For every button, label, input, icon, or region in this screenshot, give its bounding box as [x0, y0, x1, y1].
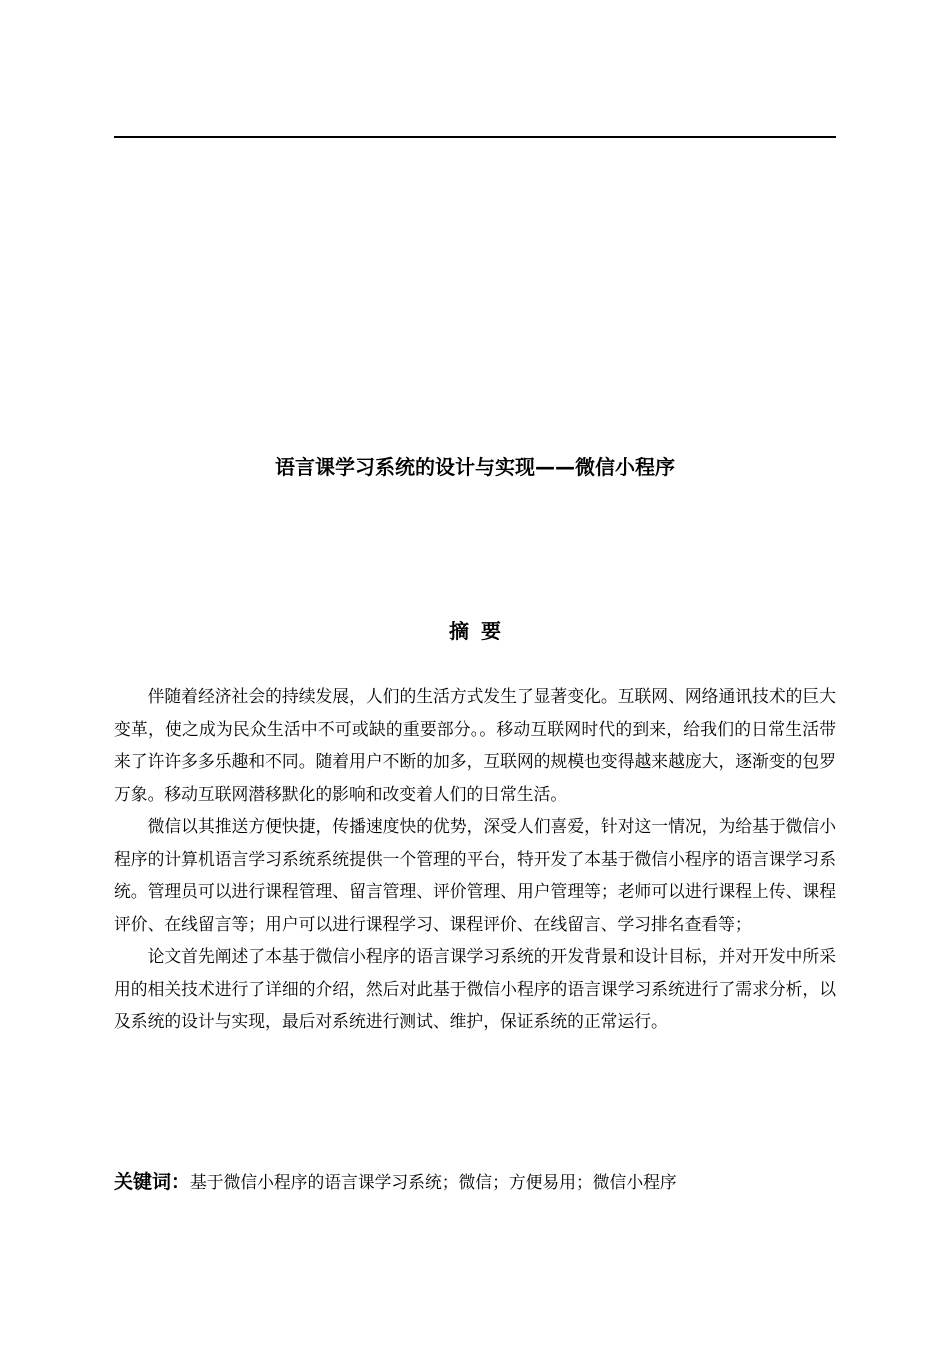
- abstract-heading: 摘要: [449, 619, 513, 643]
- keywords-line: [114, 1166, 836, 1198]
- keywords-label: 关键词：: [114, 1171, 191, 1193]
- keywords-text: 基于微信小程序的语言课学习系统；微信；方便易用；微信小程序: [190, 1172, 677, 1192]
- abstract-paragraph: 微信以其推送方便快捷，传播速度快的优势，深受人们喜爱，针对这一情况，为给基于微信小程序的计算机语言学习系统系统提供一个管理的平台，特开发了本基于微信小程序的语言课学习系统。管理员可以进行课程管理、留言管理、评价管理、用户管理等；老师可以进行课程上传、课程评价、在线留言等；用户可以进行课程学习、课程评价、在线留言、学习排名查看等；: [114, 816, 836, 934]
- header-rule: [114, 136, 836, 138]
- abstract-body: [114, 680, 836, 1038]
- document-title: 语言课学习系统的设计与实现——微信小程序: [275, 455, 675, 479]
- abstract-paragraph: 论文首先阐述了本基于微信小程序的语言课学习系统的开发背景和设计目标，并对开发中所采用的相关技术进行了详细的介绍，然后对此基于微信小程序的语言课学习系统进行了需求分析，以及系统的设计与实现，最后对系统进行测试、维护，保证系统的正常运行。: [114, 946, 836, 1031]
- abstract-paragraph: 伴随着经济社会的持续发展，人们的生活方式发生了显著变化。互联网、网络通讯技术的巨大变革，使之成为民众生活中不可或缺的重要部分。。移动互联网时代的到来，给我们的日常生活带来了许许多多乐趣和不同。随着用户不断的加多，互联网的规模也变得越来越庞大，逐渐变的包罗万象。移动互联网潜移默化的影响和改变着人们的日常生活。: [114, 686, 836, 804]
